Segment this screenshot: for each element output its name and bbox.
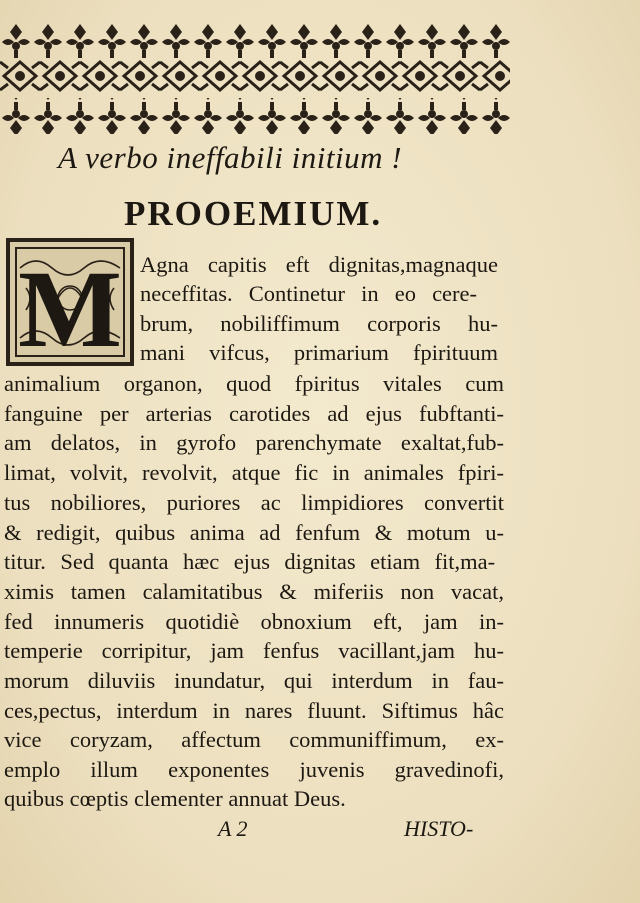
drop-cap-letter: M: [18, 248, 122, 366]
text-line: emplo illum exponentes juvenis gravedinofi,: [4, 757, 504, 782]
text-line: quibus cœptis clementer annuat Deus.: [4, 786, 346, 811]
signature-mark: A 2: [218, 816, 248, 841]
text-line: ces,pectus, interdum in nares fluunt. Siftimus hâc: [4, 698, 504, 723]
text-line: & redigit, quibus anima ad fenfum & motum u-: [4, 520, 504, 545]
text-line: vice coryzam, affectum communiffimum, ex-: [4, 727, 504, 752]
text-line: temperie corripitur, jam fenfus vacillant,jam hu-: [4, 638, 504, 663]
text-line: animalium organon, quod fpiritus vitales cum: [4, 371, 504, 396]
text-line: mani vifcus, primarium fpirituum: [140, 340, 498, 365]
text-line: tus nobiliores, puriores ac limpidiores convertit: [4, 490, 504, 515]
text-line: limat, volvit, revolvit, atque fic in animales fpiri-: [4, 460, 504, 485]
page-title: PROOEMIUM.: [124, 194, 383, 233]
epigraph: A verbo ineffabili initium !: [58, 140, 403, 175]
text-line: am delatos, in gyrofo parenchymate exaltat,fub-: [4, 430, 504, 455]
text-line: neceffitas. Continetur in eo cere-: [140, 281, 478, 306]
text-line: ximis tamen calamitatibus & miferiis non vacat,: [4, 579, 504, 604]
text-line: Agna capitis eft dignitas,magnaque: [140, 252, 498, 277]
decorated-initial: [6, 238, 134, 366]
text-line: fanguine per arterias carotides ad ejus fubftanti-: [4, 401, 504, 426]
catchword: HISTO-: [404, 816, 474, 841]
text-line: morum diluviis inundatur, qui interdum in fau-: [4, 668, 504, 693]
text-line: titur. Sed quanta hæc ejus dignitas etiam fit,ma-: [4, 549, 496, 574]
text-line: fed innumeris quotidiè obnoxium eft, jam in-: [4, 609, 504, 634]
ornamental-headpiece: [0, 22, 510, 134]
text-line: brum, nobiliffimum corporis hu-: [140, 311, 498, 336]
